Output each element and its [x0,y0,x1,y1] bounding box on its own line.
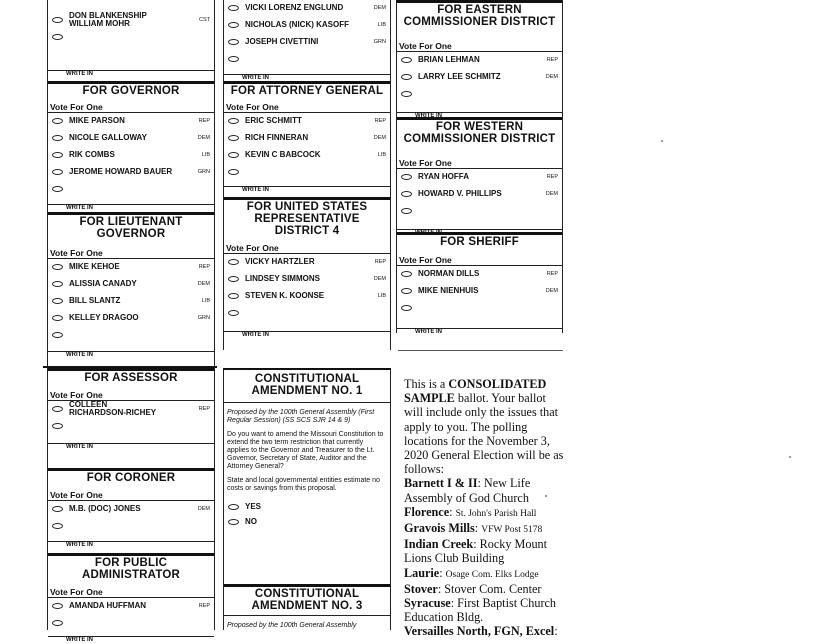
candidate-option[interactable] [224,34,390,51]
race-title: CONSTITUTIONAL AMENDMENT NO. 1 [251,373,363,397]
candidate-option[interactable] [48,163,214,180]
candidate-name: MIKE NIENHUIS [418,286,479,296]
write-in-option[interactable] [48,615,214,632]
vote-oval-icon[interactable] [52,135,63,141]
candidate-name: RICH FINNERAN [245,133,309,143]
party-label: CST [199,17,210,24]
location-place: Stover [404,581,438,596]
party-label: GRN [197,168,210,175]
candidate-option[interactable] [48,147,214,164]
party-label: REP [374,259,386,266]
candidate-option[interactable] [48,598,214,615]
candidate-name: ERIC SCHMITT [245,116,302,126]
polling-location: Versailles North, FGN, Excel: [404,624,558,639]
race-title: FOR EASTERN COMMISSIONER DISTRICT [403,4,556,28]
candidate-option[interactable] [224,147,390,164]
race-title: FOR WESTERN COMMISSIONER DISTRICT [403,121,556,145]
party-label: DEM [545,74,558,81]
polling-location: Stover: Stover Com. Center [404,581,542,596]
race-header [397,0,562,28]
vote-oval-icon[interactable] [52,152,63,158]
candidate-list [48,500,214,535]
party-label: REP [546,57,558,64]
candidate-option[interactable] [48,293,214,310]
vote-oval-icon[interactable] [52,603,63,609]
vote-oval-icon[interactable] [228,504,239,510]
candidate-option[interactable] [48,130,214,147]
intro-text-2: ballot. Your ballot will include only the issues that apply to you. The polling locations for the November 3, 2020 General Election will be as follows: [404,391,564,477]
top-candidates-2 [224,0,390,82]
vote-for-label: Vote For One [50,490,103,500]
vote-oval-icon[interactable] [228,118,239,124]
vote-oval-icon[interactable] [401,208,412,214]
vote-oval-icon[interactable] [228,293,239,299]
candidate-list [48,400,214,435]
candidate-name: MIKE PARSON [69,116,125,126]
candidate-option[interactable] [397,169,562,186]
candidate-name: RYAN HOFFA [418,172,469,182]
party-label: LIB [377,292,386,299]
write-in-option[interactable] [48,518,214,535]
race-title: FOR ASSESSOR [84,372,178,384]
western-commissioner-race [397,117,562,237]
write-in-label: WRITE IN [48,541,214,549]
location-place: Syracuse [404,596,451,611]
sheriff-race [397,232,562,336]
scan-speck [545,495,547,497]
vote-oval-icon[interactable] [52,34,63,40]
col3-bottom-rule [398,350,563,351]
race-header [48,368,214,384]
vote-oval-icon[interactable] [228,169,239,175]
candidate-option[interactable] [48,12,214,29]
candidate-option[interactable] [48,259,214,276]
amendment-3 [224,584,390,630]
candidate-name: M.B. (DOC) JONES [69,504,141,514]
race-title: FOR GOVERNOR [82,85,180,97]
party-label: REP [198,264,210,271]
party-label: DEM [197,281,210,288]
eastern-commissioner-race [397,0,562,120]
vote-oval-icon[interactable] [52,264,63,270]
vote-oval-icon[interactable] [52,17,63,23]
vote-for-label: Vote For One [226,243,279,253]
candidate-option[interactable] [48,309,214,326]
location-place: Laurie [404,565,440,580]
party-label: DEM [545,191,558,198]
vote-oval-icon[interactable] [401,174,412,180]
amendment-header [224,584,390,616]
candidate-option[interactable] [48,501,214,518]
vote-oval-icon[interactable] [228,310,239,316]
write-in-label: WRITE IN [224,331,390,339]
write-in-option[interactable] [224,163,390,180]
write-in-option[interactable] [48,180,214,197]
candidate-option[interactable] [224,271,390,288]
write-in-label: WRITE IN [224,74,390,82]
candidate-name: STEVEN K. KOONSE [245,290,325,300]
vote-for-label: Vote For One [50,248,103,258]
vote-oval-icon[interactable] [52,423,63,429]
location-place: Versailles North, FGN, Excel [404,624,555,639]
candidate-list [397,168,562,219]
vote-oval-icon[interactable] [52,406,63,412]
vote-oval-icon[interactable] [401,288,412,294]
amendment-proposed: Proposed by the 100th General Assembly [227,622,357,629]
write-in-label: WRITE IN [48,443,214,451]
location-place: Gravois Mills [404,521,475,536]
vote-oval-icon[interactable] [228,259,239,265]
no-option[interactable] [224,514,390,529]
vote-oval-icon[interactable] [228,519,239,525]
candidate-name: AMANDA HUFFMAN [69,601,147,611]
vote-oval-icon[interactable] [401,74,412,80]
coroner-race [48,468,214,549]
polling-location: Indian Creek: Rocky Mount Lions Club Building [404,537,548,566]
assessor-race [48,368,214,451]
write-in-label: WRITE IN [48,351,214,359]
ballot-column-1 [47,0,215,366]
candidate-option[interactable] [48,401,214,418]
vote-oval-icon[interactable] [52,186,63,192]
candidate-list [48,597,214,632]
party-label: DEM [373,135,386,142]
write-in-option[interactable] [48,29,214,46]
party-label: LIB [201,297,210,304]
race-header [224,197,390,237]
location-site: St. John's Parish Hall [455,508,537,519]
candidate-name: NORMAN DILLS [418,269,480,279]
yes-option[interactable] [224,499,390,514]
candidate-list [397,51,562,102]
candidate-option[interactable] [397,266,562,283]
top-writein: WRITE IN [48,70,214,78]
write-in-label: WRITE IN [48,636,214,644]
candidate-name: COLLEEN RICHARDSON-RICHEY [69,400,157,418]
lt-governor-race [48,212,214,359]
write-in-label: WRITE IN [397,229,562,237]
amendment-1 [224,370,390,529]
vote-oval-icon[interactable] [401,57,412,63]
party-label: DEM [373,5,386,12]
candidate-name: KEVIN C BABCOCK [245,149,321,159]
race-header [224,81,390,97]
polling-location: Laurie: Osage Com. Elks Lodge [404,565,539,580]
candidate-name: KELLEY DRAGOO [69,312,139,322]
candidate-option[interactable] [48,113,214,130]
party-label: DEM [373,276,386,283]
candidate-option[interactable] [224,0,390,17]
write-in-option[interactable] [48,418,214,435]
write-in-option[interactable] [397,300,562,317]
race-title: FOR LIEUTENANT GOVERNOR [79,216,183,240]
candidate-option[interactable] [224,254,390,271]
race-title: CONSTITUTIONAL AMENDMENT NO. 3 [251,588,363,612]
candidate-option[interactable] [397,69,562,86]
party-label: REP [198,406,210,413]
polling-location: Barnett I & II: New Life Assembly of God Church [404,476,531,505]
party-label: DEM [545,288,558,295]
vote-for-label: Vote For One [399,41,452,51]
vote-for-label: Vote For One [399,255,452,265]
candidate-name: HOWARD V. PHILLIPS [418,189,502,199]
scan-speck [661,140,663,142]
write-in-option[interactable] [224,50,390,67]
party-label: LIB [201,151,210,158]
location-site: VFW Post 5178 [481,525,543,536]
race-title: FOR ATTORNEY GENERAL [230,85,384,97]
intro-bold: CONSOLIDATED SAMPLE [404,377,547,406]
party-label: LIB [377,151,386,158]
option-label: NO [245,516,257,526]
race-title: FOR CORONER [86,472,176,484]
party-label: GRN [373,38,386,45]
write-in-label: WRITE IN [397,112,562,120]
location-site: Stover Com. Center [444,581,542,596]
vote-for-label: Vote For One [226,102,279,112]
location-place: Indian Creek [404,537,474,552]
vote-oval-icon[interactable] [401,191,412,197]
polling-location: Syracuse: First Baptist Church Education Bldg. [404,596,557,625]
amendment-proposed: Proposed by the 100th General Assembly (First Regular Session) (SS SCS SJR 14 & 9) [227,409,375,424]
ballot-column-2-lower [223,368,391,630]
attorney-general-race [224,81,390,194]
candidate-option[interactable] [48,276,214,293]
candidate-option[interactable] [224,288,390,305]
vote-oval-icon[interactable] [52,523,63,529]
candidate-name: RIK COMBS [69,149,115,159]
candidate-name: NICOLE GALLOWAY [69,133,147,143]
vote-oval-icon[interactable] [401,305,412,311]
write-in-label: WRITE IN [397,328,562,336]
vote-for-label: Vote For One [50,390,103,400]
candidate-list [397,265,562,316]
option-label: YES [245,501,262,511]
amendment-question: Do you want to amend the Missouri Constitution to extend the two term restriction that currently applies to the Governor and Treasurer to the Lt. Governor, Secretary of State, Auditor and the Attorney General? [227,431,384,470]
vote-oval-icon[interactable] [228,152,239,158]
intro-text: This is a [404,377,449,391]
amendment-header [224,370,390,403]
candidate-name: BRIAN LEHMAN [418,55,480,65]
party-label: REP [198,118,210,125]
race-header [48,212,214,240]
polling-locations [404,476,564,638]
location-place: Barnett I & II [404,476,478,491]
party-label: LIB [377,22,386,29]
vote-oval-icon[interactable] [52,620,63,626]
party-label: REP [546,271,558,278]
scan-speck [789,456,791,458]
party-label: DEM [197,135,210,142]
vote-oval-icon[interactable] [52,281,63,287]
candidate-list [224,112,390,180]
write-in-option[interactable] [397,86,562,103]
candidate-name: ALISSIA CANADY [69,279,137,289]
ballot-column-3 [396,0,563,336]
vote-oval-icon[interactable] [228,22,239,28]
candidate-option[interactable] [397,52,562,69]
write-in-label: WRITE IN [224,186,390,194]
race-header [48,81,214,97]
vote-oval-icon[interactable] [52,315,63,321]
party-label: REP [374,118,386,125]
vote-oval-icon[interactable] [52,332,63,338]
candidate-name: LINDSEY SIMMONS [245,274,320,284]
party-label: REP [546,174,558,181]
candidate-name: MIKE KEHOE [69,262,120,272]
candidate-option[interactable] [224,17,390,34]
race-header [397,117,562,145]
race-header [48,468,214,484]
candidate-name: BILL SLANTZ [69,295,121,305]
vote-oval-icon[interactable] [228,276,239,282]
candidate-option[interactable] [397,283,562,300]
candidate-option[interactable] [224,130,390,147]
vote-oval-icon[interactable] [52,298,63,304]
ballot-column-2 [223,0,391,350]
party-label: REP [198,603,210,610]
vote-oval-icon[interactable] [228,5,239,11]
write-in-option[interactable] [224,304,390,321]
candidate-name: NICHOLAS (NICK) KASOFF [245,20,349,30]
race-title: FOR PUBLIC ADMINISTRATOR [81,557,180,581]
vote-oval-icon[interactable] [228,135,239,141]
party-label: GRN [197,314,210,321]
race-title: FOR SHERIFF [440,236,519,248]
candidate-name: VICKY HARTZLER [245,257,315,267]
location-site: First Baptist Church Education Bldg. [404,596,557,625]
polling-location: Florence: St. John's Parish Hall [404,504,537,519]
public-administrator-race [48,553,214,644]
race-title: FOR UNITED STATES REPRESENTATIVE DISTRICT 4 [246,201,368,237]
vote-oval-icon[interactable] [401,91,412,97]
candidate-option[interactable] [224,113,390,130]
vote-oval-icon[interactable] [401,271,412,277]
vote-oval-icon[interactable] [52,169,63,175]
us-representative-race [224,197,390,339]
candidate-list [48,258,214,343]
candidate-list [48,112,214,197]
governor-race [48,81,214,212]
race-header [397,232,562,248]
vote-for-label: Vote For One [399,158,452,168]
vote-oval-icon[interactable] [52,506,63,512]
race-header [48,553,214,581]
vote-for-label: Vote For One [50,102,103,112]
vote-for-label: Vote For One [50,587,103,597]
candidate-name: JOSEPH CIVETTINI [245,36,319,46]
candidate-name: LARRY LEE SCHMITZ [418,72,501,82]
candidate-name: VICKI LORENZ ENGLUND [245,3,344,13]
location-place: Florence [404,504,450,519]
vote-oval-icon[interactable] [52,118,63,124]
vote-oval-icon[interactable] [228,56,239,62]
write-in-option[interactable] [48,326,214,343]
vote-oval-icon[interactable] [228,39,239,45]
party-label: DEM [197,506,210,513]
location-site: Rocky Mount Lions Club Building [404,537,548,566]
amendment-estimate: State and local governmental entities estimate no costs or savings from this proposal. [227,477,380,492]
candidate-option[interactable] [397,186,562,203]
amendment-text [224,409,390,493]
candidate-name: JEROME HOWARD BAUER [69,166,173,176]
polling-info [404,377,564,639]
candidate-list [224,253,390,321]
candidate-name: DON BLANKENSHIP WILLIAM MOHR [69,11,147,29]
polling-location: Gravois Mills: VFW Post 5178 [404,521,543,536]
write-in-label: WRITE IN [48,204,214,212]
ballot-column-1-lower [47,368,215,643]
location-site: Osage Com. Elks Lodge [445,569,539,580]
top-candidates [48,0,214,50]
write-in-option[interactable] [397,203,562,220]
location-site: New Life Assembly of God Church [404,476,531,505]
